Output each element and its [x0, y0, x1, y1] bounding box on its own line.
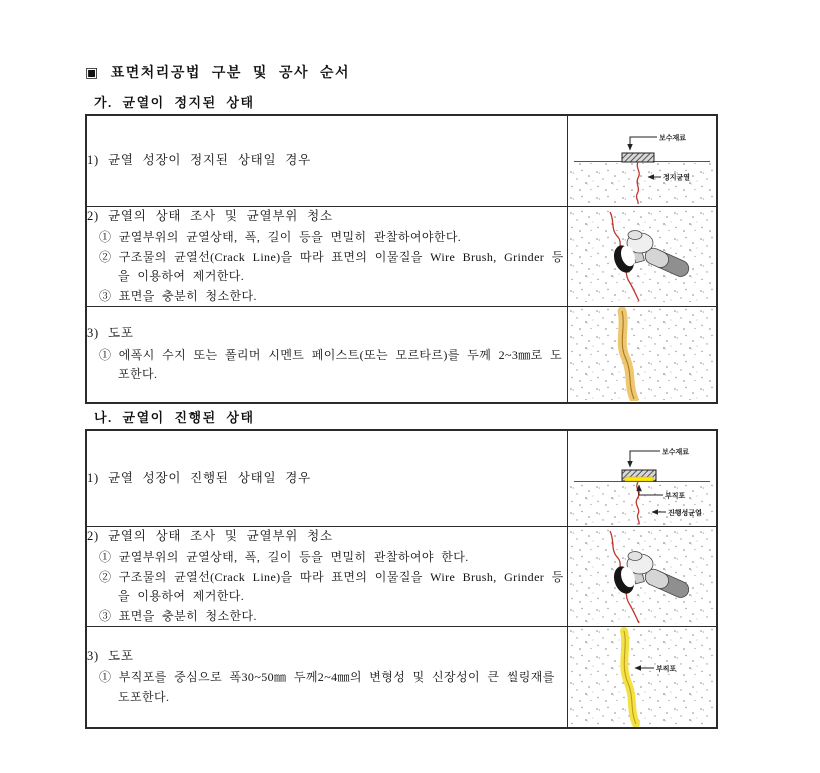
- diagram-cell: [567, 206, 717, 307]
- grinder-knob: [628, 231, 642, 240]
- step-text-cell: [86, 206, 567, 307]
- step-text-cell: [86, 430, 567, 527]
- step-text-cell: [86, 627, 567, 729]
- leader-line: [630, 137, 657, 150]
- step-item: ① 부직포를 중심으로 폭30~50㎜ 두께2~4㎜의 변형성 및 신장성이 큰 씰링재를 도포한다.: [99, 670, 555, 704]
- step-item: ① 균열부위의 균열상태, 폭, 길이 등을 면밀히 관찰하여야한다.: [99, 230, 462, 245]
- step-title: 3) 도포: [87, 325, 134, 340]
- step-text-cell: [86, 307, 567, 403]
- diagram-cell: [567, 307, 717, 403]
- grinder-cleaning-diagram: [568, 528, 716, 625]
- section-b-table: [85, 429, 718, 730]
- step-items: [87, 346, 567, 385]
- step-item: ③ 표면을 충분히 청소한다.: [99, 608, 257, 623]
- diagram-cell: [567, 627, 717, 729]
- table-row: [86, 115, 717, 206]
- step-text-cell: [86, 526, 567, 627]
- section-b-heading: 나. 균열이 진행된 상태: [94, 409, 255, 425]
- nonwoven-fabric-strip: [625, 477, 653, 481]
- nonwoven-fabric-label: 부직포: [655, 665, 676, 673]
- step-title: 1) 균열 성장이 정지된 상태일 경우: [87, 153, 312, 168]
- leader-line: [630, 451, 660, 467]
- concrete-texture: [569, 628, 715, 726]
- table-row: [86, 430, 717, 527]
- concrete-texture: [569, 482, 715, 525]
- nonwoven-fabric-label: 부직포: [664, 491, 685, 500]
- grinder-cleaning-diagram: [568, 209, 716, 303]
- stopped-crack-diagram: [568, 116, 716, 205]
- step-items: [87, 228, 567, 306]
- repair-material-label: 보수재료: [658, 134, 686, 143]
- table-row: [86, 206, 717, 307]
- document-content: [85, 62, 716, 730]
- coated-crack-diagram: [568, 307, 716, 401]
- section-a-heading: 가. 균열이 정지된 상태: [94, 95, 255, 110]
- diagram-cell: [567, 115, 717, 206]
- concrete-texture: [569, 162, 715, 204]
- diagram-cell: [567, 430, 717, 527]
- table-row: [86, 307, 717, 403]
- repair-material-patch: [622, 153, 654, 162]
- step-items: [87, 668, 567, 707]
- section-a-table: [85, 114, 718, 404]
- grinder-knob: [628, 551, 642, 560]
- step-item: ② 구조물의 균열선(Crack Line)을 따라 표면의 이물질을 Wire Brush, Grinder 등을 이용하여 제거한다.: [99, 249, 564, 284]
- step-title: 3) 도포: [87, 648, 134, 663]
- step-item: ③ 표면을 충분히 청소한다.: [99, 288, 257, 303]
- progressive-crack-diagram: [568, 431, 716, 526]
- step-item: ① 균열부위의 균열상태, 폭, 길이 등을 면밀히 관찰하여야 한다.: [99, 550, 469, 565]
- concrete-texture: [569, 308, 715, 400]
- sealed-crack-diagram: [568, 627, 716, 727]
- progressive-crack-label: 진행성균열: [667, 508, 702, 517]
- step-title: 2) 균열의 상태 조사 및 균열부위 청소: [87, 528, 333, 543]
- table-row: [86, 526, 717, 627]
- step-text-cell: [86, 115, 567, 206]
- step-title: 1) 균열 성장이 진행된 상태일 경우: [87, 470, 312, 485]
- table-row: [86, 627, 717, 729]
- stopped-crack-label: 정지균열: [662, 173, 690, 182]
- step-title: 2) 균열의 상태 조사 및 균열부위 청소: [87, 208, 333, 223]
- diagram-cell: [567, 526, 717, 627]
- step-item: ① 에폭시 수지 또는 폴리머 시멘트 페이스트(또는 모르타르)를 두께 2~3㎜로 도포한다.: [99, 347, 563, 382]
- page-title: ▣ 표면처리공법 구분 및 공사 순서: [85, 66, 351, 81]
- step-item: ② 구조물의 균열선(Crack Line)을 따라 표면의 이물질을 Wire Brush, Grinder 등을 이용하여 제거한다.: [99, 569, 564, 604]
- step-items: [87, 548, 567, 626]
- repair-material-label: 보수재료: [661, 447, 689, 456]
